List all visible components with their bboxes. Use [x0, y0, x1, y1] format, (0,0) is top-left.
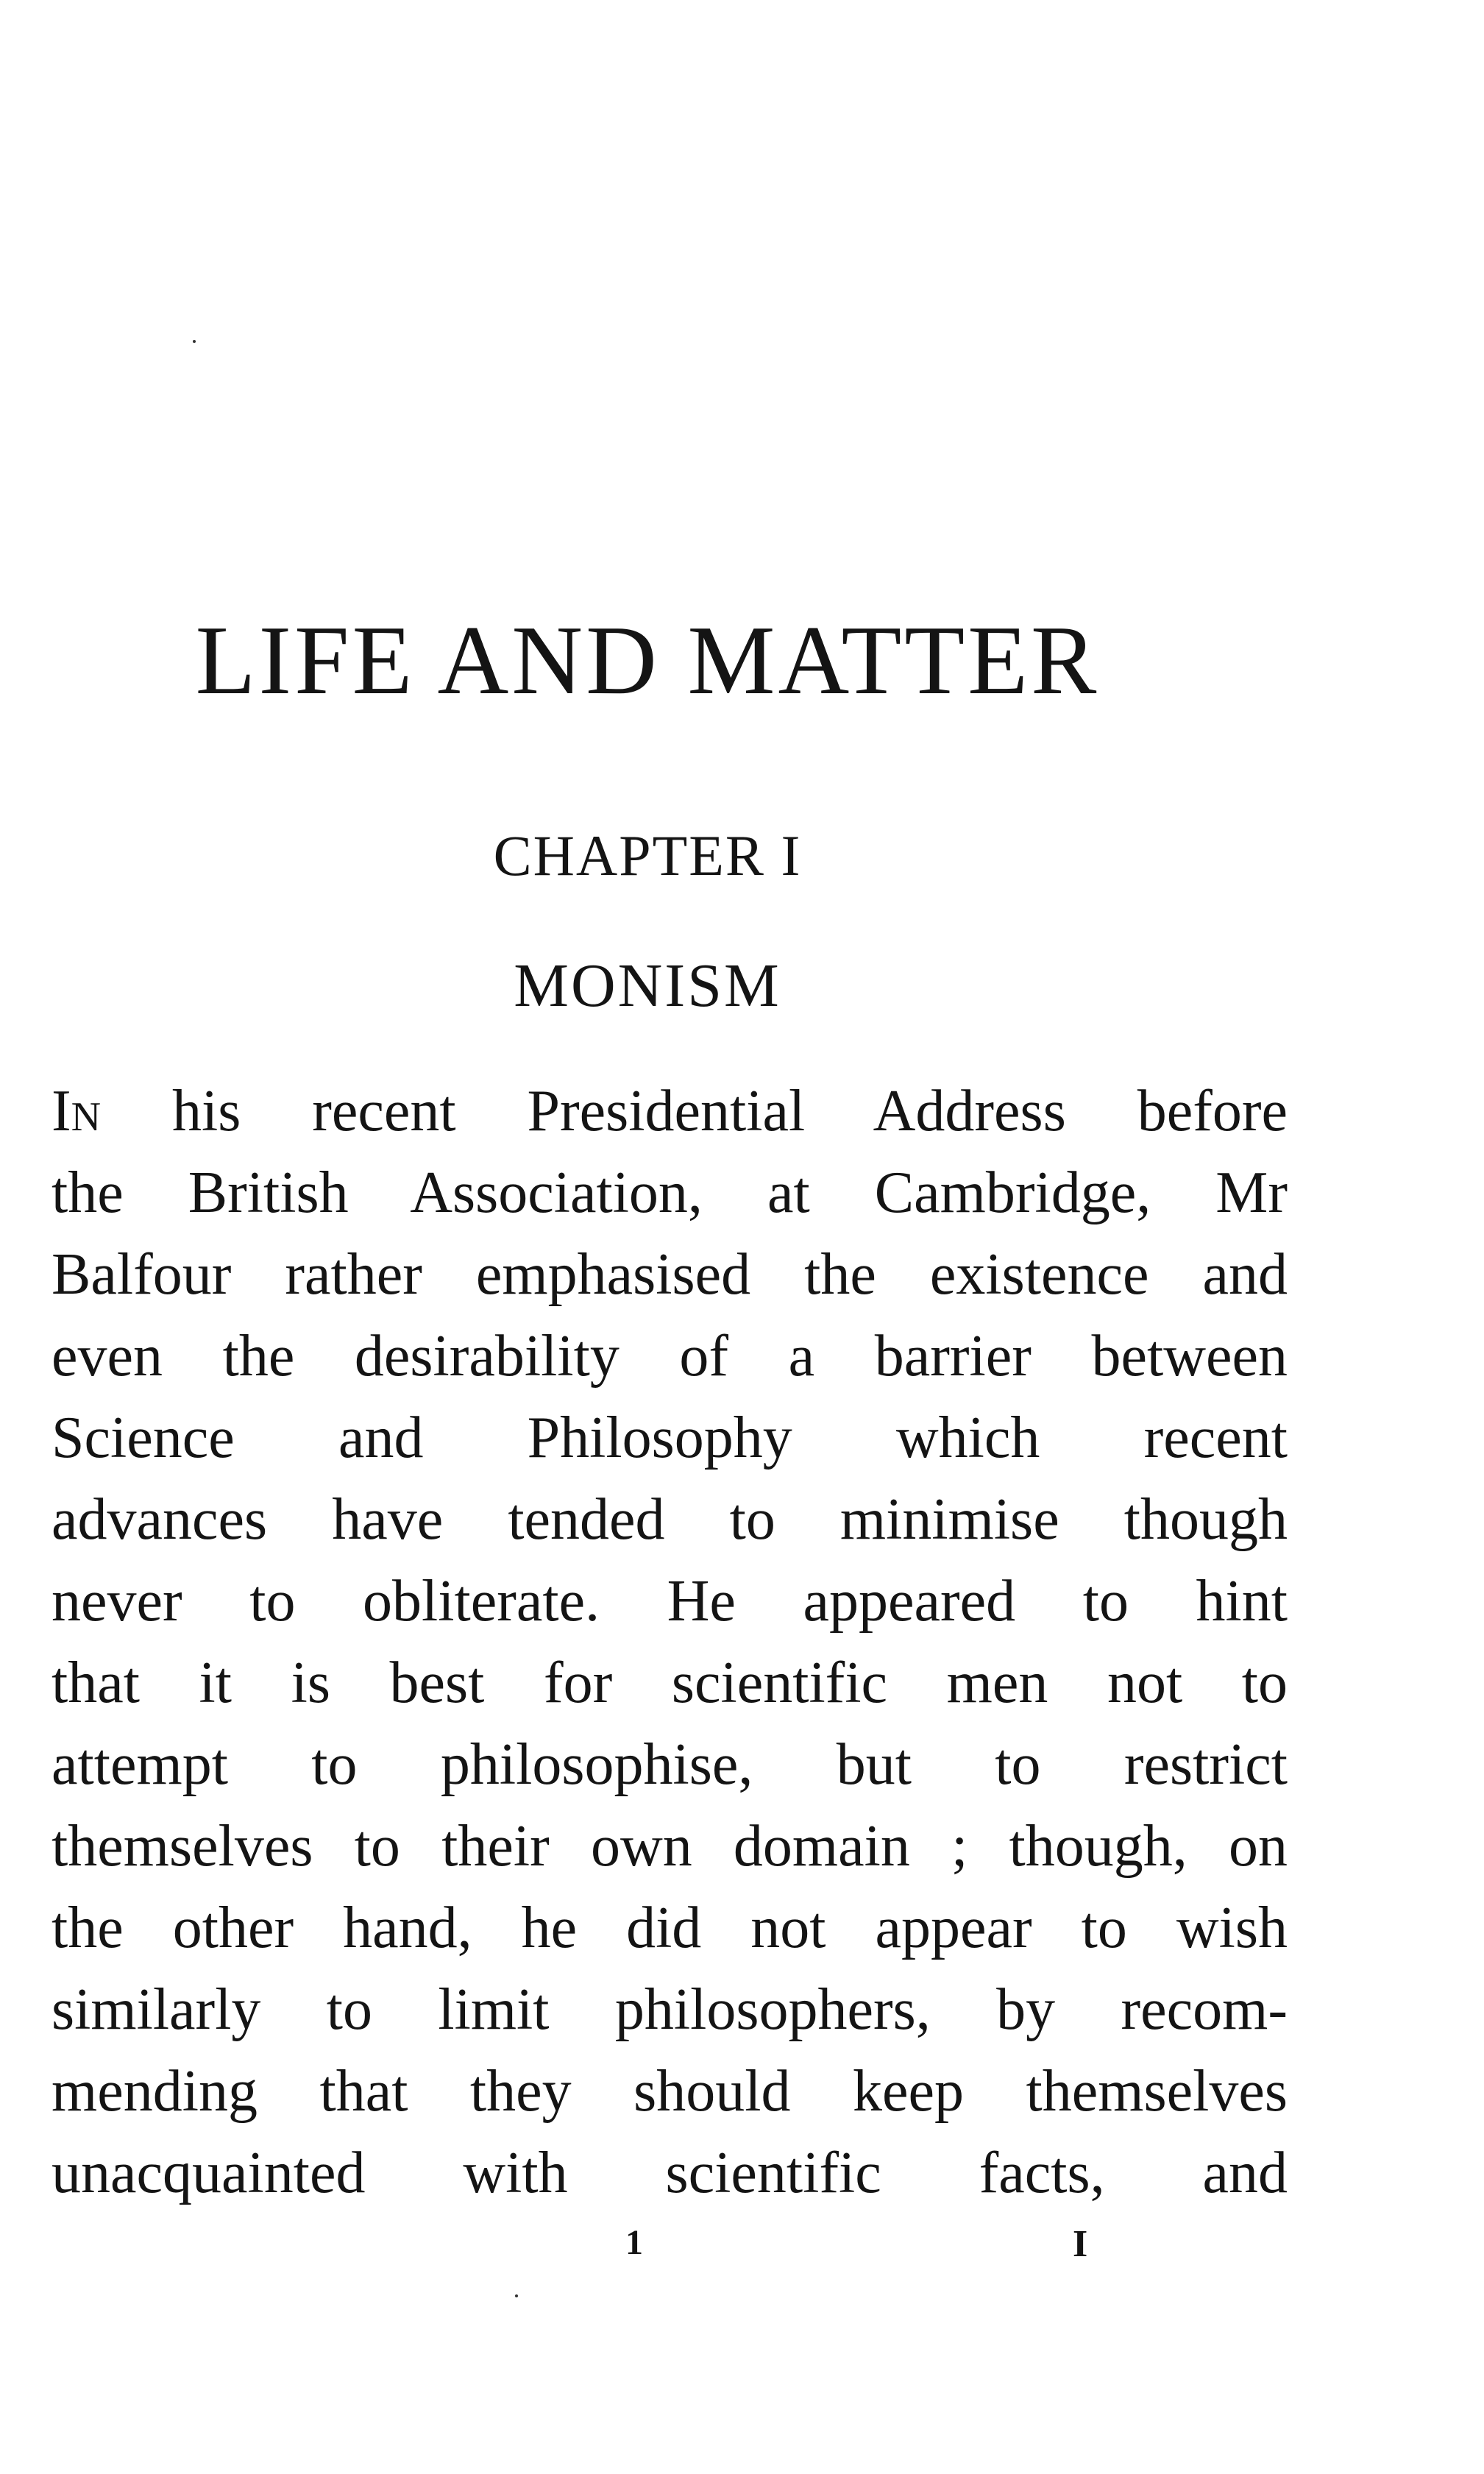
line-text: his recent Presidential Address before	[101, 1079, 1288, 1144]
page-number: I	[1073, 2223, 1088, 2265]
text-line: unacquainted with scientific facts, and	[52, 2141, 1288, 2205]
text-line: Science and Philosophy which recent	[52, 1406, 1288, 1470]
scan-speck	[193, 340, 196, 343]
scan-speck	[515, 2294, 518, 2297]
text-line: even the desirability of a barrier between	[52, 1324, 1288, 1389]
chapter-number: CHAPTER I	[493, 823, 802, 887]
text-line: advances have tended to minimise though	[52, 1487, 1288, 1552]
small-caps-text: N	[71, 1094, 102, 1140]
text-line: never to obliterate. He appeared to hint	[52, 1569, 1288, 1634]
text-line: themselves to their own domain ; though, on	[52, 1814, 1288, 1879]
text-line	[52, 1071, 1288, 1152]
text-line: similarly to limit philosophers, by recom-	[52, 1977, 1288, 2042]
text-line: that it is best for scientific men not to	[52, 1651, 1288, 1715]
book-title: LIFE AND MATTER	[195, 606, 1100, 715]
text-line: attempt to philosophise, but to restrict	[52, 1732, 1288, 1797]
signature-mark: 1	[625, 2223, 643, 2262]
text-line: the other hand, he did not appear to wish	[52, 1896, 1288, 1960]
text-line: mending that they should keep themselves	[52, 2059, 1288, 2124]
drop-initial: I	[52, 1079, 71, 1144]
text-line: Balfour rather emphasised the existence and	[52, 1242, 1288, 1307]
text-line: the British Association, at Cambridge, Mr	[52, 1160, 1288, 1225]
body-paragraph	[52, 1071, 1288, 2214]
chapter-title: MONISM	[514, 951, 781, 1020]
